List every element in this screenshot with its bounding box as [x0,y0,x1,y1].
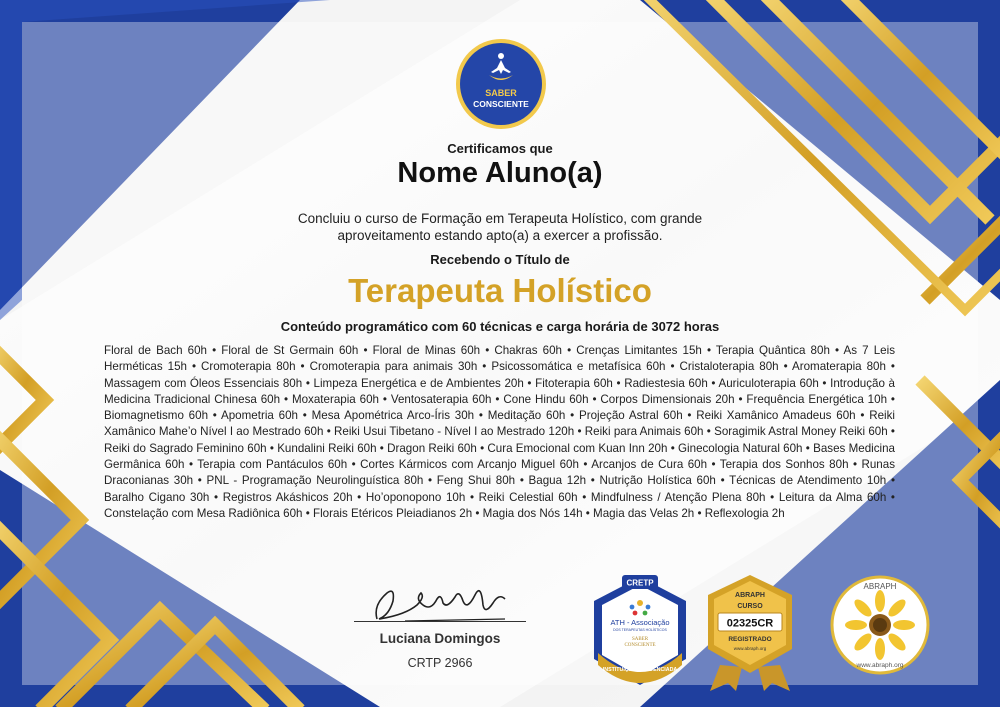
abraph-course-badge [700,573,800,693]
certificate-title: Terapeuta Holístico [348,272,652,309]
handwritten-signature [365,575,515,625]
course-description [0,210,1000,244]
abraph-seal-top: ABRAPH [863,582,897,591]
abraph-sunflower-seal [830,575,930,675]
student-name: Nome Aluno(a) [397,157,603,189]
abraph-seal-bottom: www.abraph.org [856,662,904,669]
saber-consciente-logo [455,38,547,130]
program-header: Conteúdo programático com 60 técnicas e carga horária de 3072 horas [280,319,720,334]
logo-line2: CONSCIENTE [473,99,529,109]
signature-line [354,621,526,622]
cretp-org: ATH - Associação [610,618,670,627]
abraph-course-org: ABRAPH [735,592,765,599]
signer-registration: CRTP 2966 [407,656,473,670]
techniques-list: Floral de Bach 60h • Floral de St Germain 60h • Floral de Minas 60h • Chakras 60h • Crenças Limitantes 15h • Terapia Quântica 80h • As 7 Leis Herméticas 15h • Cromoterapia 80h • Cromoterapia para animais 30h • Psicossomática e metafísica 60h • Cristaloterapia 80h • Aromaterapia 80h • Massagem com Óleos Essenciais 80h • Limpeza Energética e de Ambientes 20h • Fitoterapia 60h • Radiestesia 60h • Auriculoterapia 60h • Introdução à Medicina Tradicional Chinesa 60h • Moxaterapia 60h • Ventosaterapia 60h • Cone Hindu 60h • Corpos Dimensionais 20h • Frequência Energética 10h • Biomagnetismo 60h • Apometria 60h • Mesa Apométrica Arco-Íris 30h • Meditação 60h • Projeção Astral 60h • Reiki Xamânico Amadeus 60h • Reiki Xamânico Mahe’o Nível I ao Mestrado 60h • Reiki Usui Tibetano - Nível I ao Mestrado 120h • Reiki para Animais 60h • Soragimik Astral Money Reiki 60h • Reiki do Sagrado Feminino 60h • Kundalini Reiki 60h • Dragon Reiki 60h • Cura Emocional com Kuan Inn 20h • Ginecologia Natural 60h • Bases Medicina Germânica 60h • Terapia com Pantáculos 60h • Cortes Kármicos com Arcanjo Miguel 60h • Arcanjos de Cura 60h • Terapia dos Sonhos 80h • Runas Draconianas 30h • PNL - Programação Neurolinguística 80h • Feng Shui 80h • Bagua 12h • Nutrição Holística 60h • Técnicas de Atendimento 10h • Baralho Cigano 30h • Registros Akáshicos 20h • Ho’oponopono 10h • Reiki Celestial 60h • Mindfulness / Atenção Plena 80h • Leitura da Alma 60h • Constelação com Mesa Radiônica 60h • Florais Etéricos Pleiadianos 2h • Magia dos Nós 14h • Magia das Velas 2h • Reflexologia 2h [104,344,895,520]
receiving-title-label: Recebendo o Título de [430,252,570,267]
abraph-course-site: www.abraph.org [733,646,767,651]
logo-line1: SABER [485,88,517,98]
abraph-course-code: 02325CR [726,617,774,630]
abraph-course-label: CURSO [737,603,763,610]
cretp-inst-2: CONSCIENTE [624,643,656,648]
cretp-top-label: CRETP [626,578,654,588]
course-line-2: aproveitamento estando apto(a) a exercer a profissão. [337,228,663,243]
signature-block [340,575,540,685]
certificate-intro: Certificamos que [447,141,553,156]
cretp-inst-1: SABER [631,637,649,642]
abraph-course-status: REGISTRADO [728,636,772,643]
cretp-ribbon: INSTITUIÇÃO CREDENCIADA [602,667,678,673]
signer-name: Luciana Domingos [379,631,501,646]
course-line-1: Concluiu o curso de Formação em Terapeuta Holístico, com grande [297,211,703,226]
cretp-accreditation-badge [588,573,692,691]
cretp-sub: DOS TERAPEUTAS HOLÍSTICOS [613,628,667,632]
